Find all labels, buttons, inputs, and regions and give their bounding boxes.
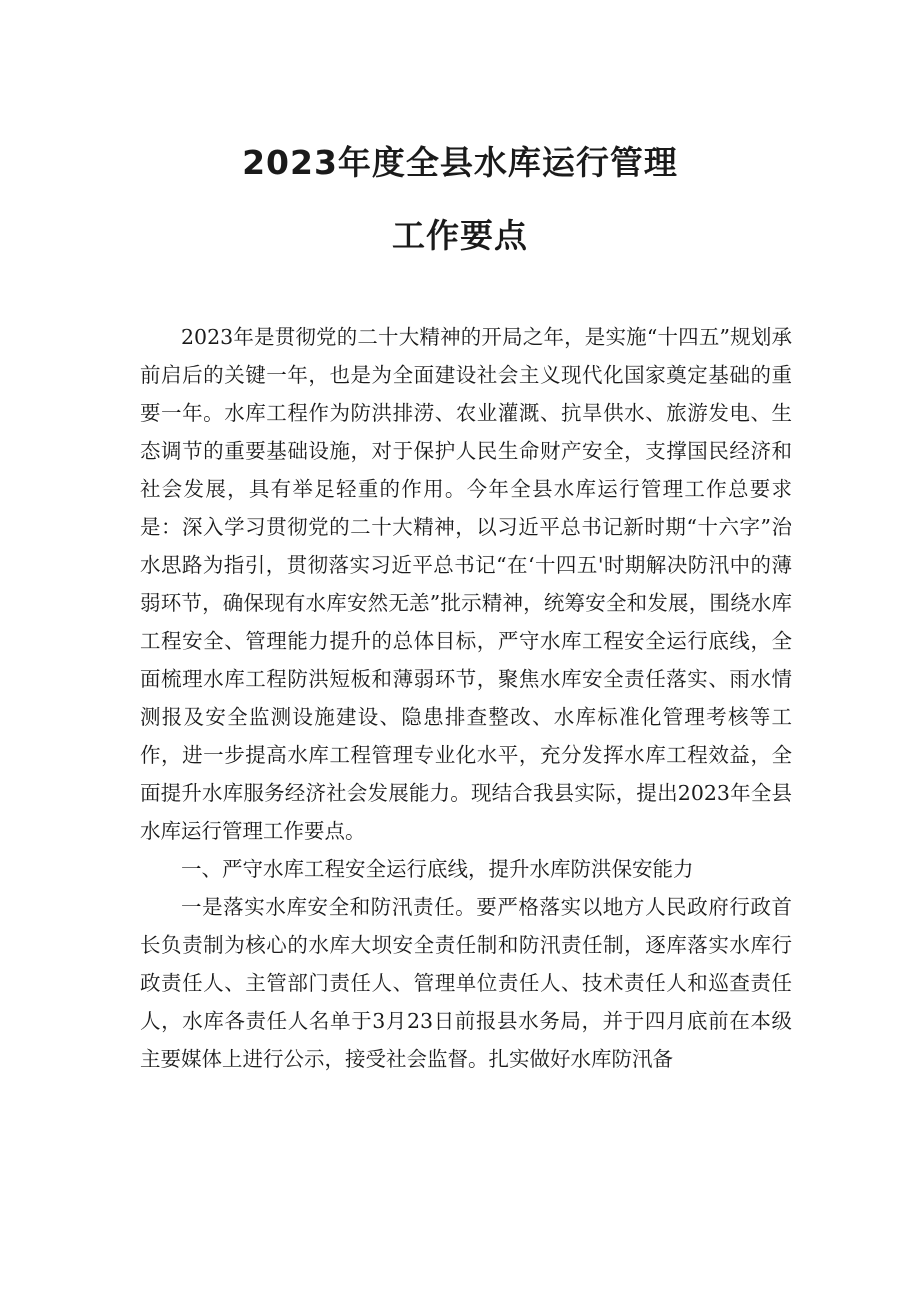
body-paragraph: 一是落实水库安全和防汛责任。要严格落实以地方人民政府行政首长负责制为核心的水库大坝安全责任制和防汛责任制，逐库落实水库行政责任人、主管部门责任人、管理单位责任人、技术责任人和巡查责任人，水库各责任人名单于3月23日前报县水务局，并于四月底前在本级主要媒体上进行公示，接受社会监督。扎实做好水库防汛备 bbox=[140, 895, 792, 1071]
section-heading: 一、严守水库工程安全运行底线，提升水库防洪保安能力 bbox=[181, 857, 694, 881]
document-title-line-1: 2023年度全县水库运行管理 bbox=[242, 143, 678, 182]
document-body bbox=[140, 318, 792, 1078]
document-title-line-2: 工作要点 bbox=[392, 216, 528, 255]
intro-paragraph: 2023年是贯彻党的二十大精神的开局之年，是实施“十四五”规划承前启后的关键一年，也是为全面建设社会主义现代化国家奠定基础的重要一年。水库工程作为防洪排涝、农业灌溉、抗旱供水、旅游发电、生态调节的重要基础设施，对于保护人民生命财产安全，支撑国民经济和社会发展，具有举足轻重的作用。今年全县水库运行管理工作总要求是：深入学习贯彻党的二十大精神，以习近平总书记新时期“十六字”治水思路为指引，贯彻落实习近平总书记“在‘十四五'时期解决防汛中的薄弱环节，确保现有水库安然无恙”批示精神，统筹安全和发展，围绕水库工程安全、管理能力提升的总体目标，严守水库工程安全运行底线，全面梳理水库工程防洪短板和薄弱环节，聚焦水库安全责任落实、雨水情测报及安全监测设施建设、隐患排查整改、水库标准化管理考核等工作，进一步提高水库工程管理专业化水平，充分发挥水库工程效益，全面提升水库服务经济社会发展能力。现结合我县实际，提出2023年全县水库运行管理工作要点。 bbox=[140, 325, 792, 843]
